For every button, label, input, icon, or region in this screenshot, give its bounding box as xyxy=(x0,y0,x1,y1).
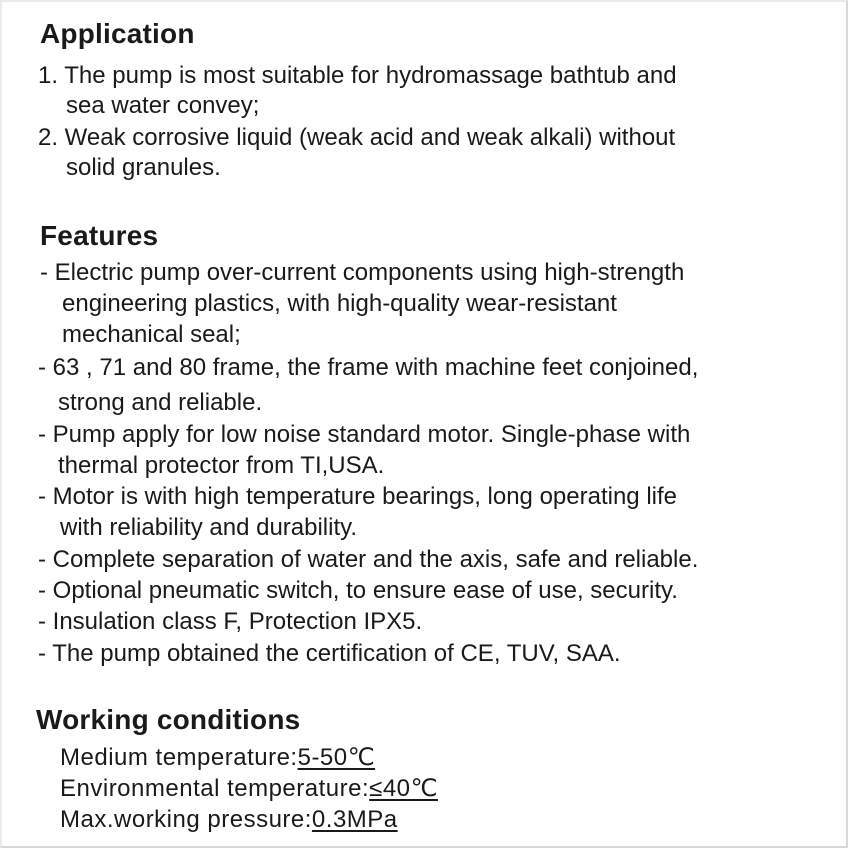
max-working-pressure-row xyxy=(60,805,398,835)
feature-line-3: - Pump apply for low noise standard motor. Single-phase with xyxy=(38,421,691,448)
application-item-2-cont: solid granules. xyxy=(66,154,221,181)
max-working-pressure-value: 0.3MPa xyxy=(311,806,398,833)
application-item-1: 1. The pump is most suitable for hydromassage bathtub and xyxy=(38,62,677,89)
environmental-temperature-label: Environmental temperature: xyxy=(60,775,370,802)
application-heading: Application xyxy=(40,18,195,49)
application-item-1-cont: sea water convey; xyxy=(66,92,260,119)
features-heading: Features xyxy=(40,220,159,251)
feature-line-1: - Electric pump over-current components using high-strength xyxy=(40,259,685,286)
application-item-2: 2. Weak corrosive liquid (weak acid and weak alkali) without xyxy=(38,124,676,151)
feature-line-4-cont: with reliability and durability. xyxy=(60,514,358,541)
feature-line-2-cont: strong and reliable. xyxy=(58,389,263,416)
environmental-temperature-row xyxy=(60,774,438,804)
medium-temperature-value: 5-50℃ xyxy=(297,744,376,771)
medium-temperature-label: Medium temperature: xyxy=(60,744,298,771)
feature-line-3-cont: thermal protector from TI,USA. xyxy=(58,452,385,479)
feature-line-7: - Insulation class F, Protection IPX5. xyxy=(38,608,423,635)
max-working-pressure-label: Max.working pressure: xyxy=(60,806,312,833)
feature-line-2: - 63 , 71 and 80 frame, the frame with machine feet conjoined, xyxy=(38,354,699,381)
environmental-temperature-value: ≤40℃ xyxy=(369,775,438,802)
feature-line-8: - The pump obtained the certification of CE, TUV, SAA. xyxy=(38,640,621,667)
feature-line-1-cont2: mechanical seal; xyxy=(62,321,241,348)
feature-line-4: - Motor is with high temperature bearings, long operating life xyxy=(38,483,677,510)
medium-temperature-row xyxy=(60,743,375,773)
working-conditions-heading: Working conditions xyxy=(36,704,301,735)
feature-line-6: - Optional pneumatic switch, to ensure ease of use, security. xyxy=(38,577,678,604)
feature-line-5: - Complete separation of water and the axis, safe and reliable. xyxy=(38,546,699,573)
feature-line-1-cont: engineering plastics, with high-quality wear-resistant xyxy=(62,290,617,317)
